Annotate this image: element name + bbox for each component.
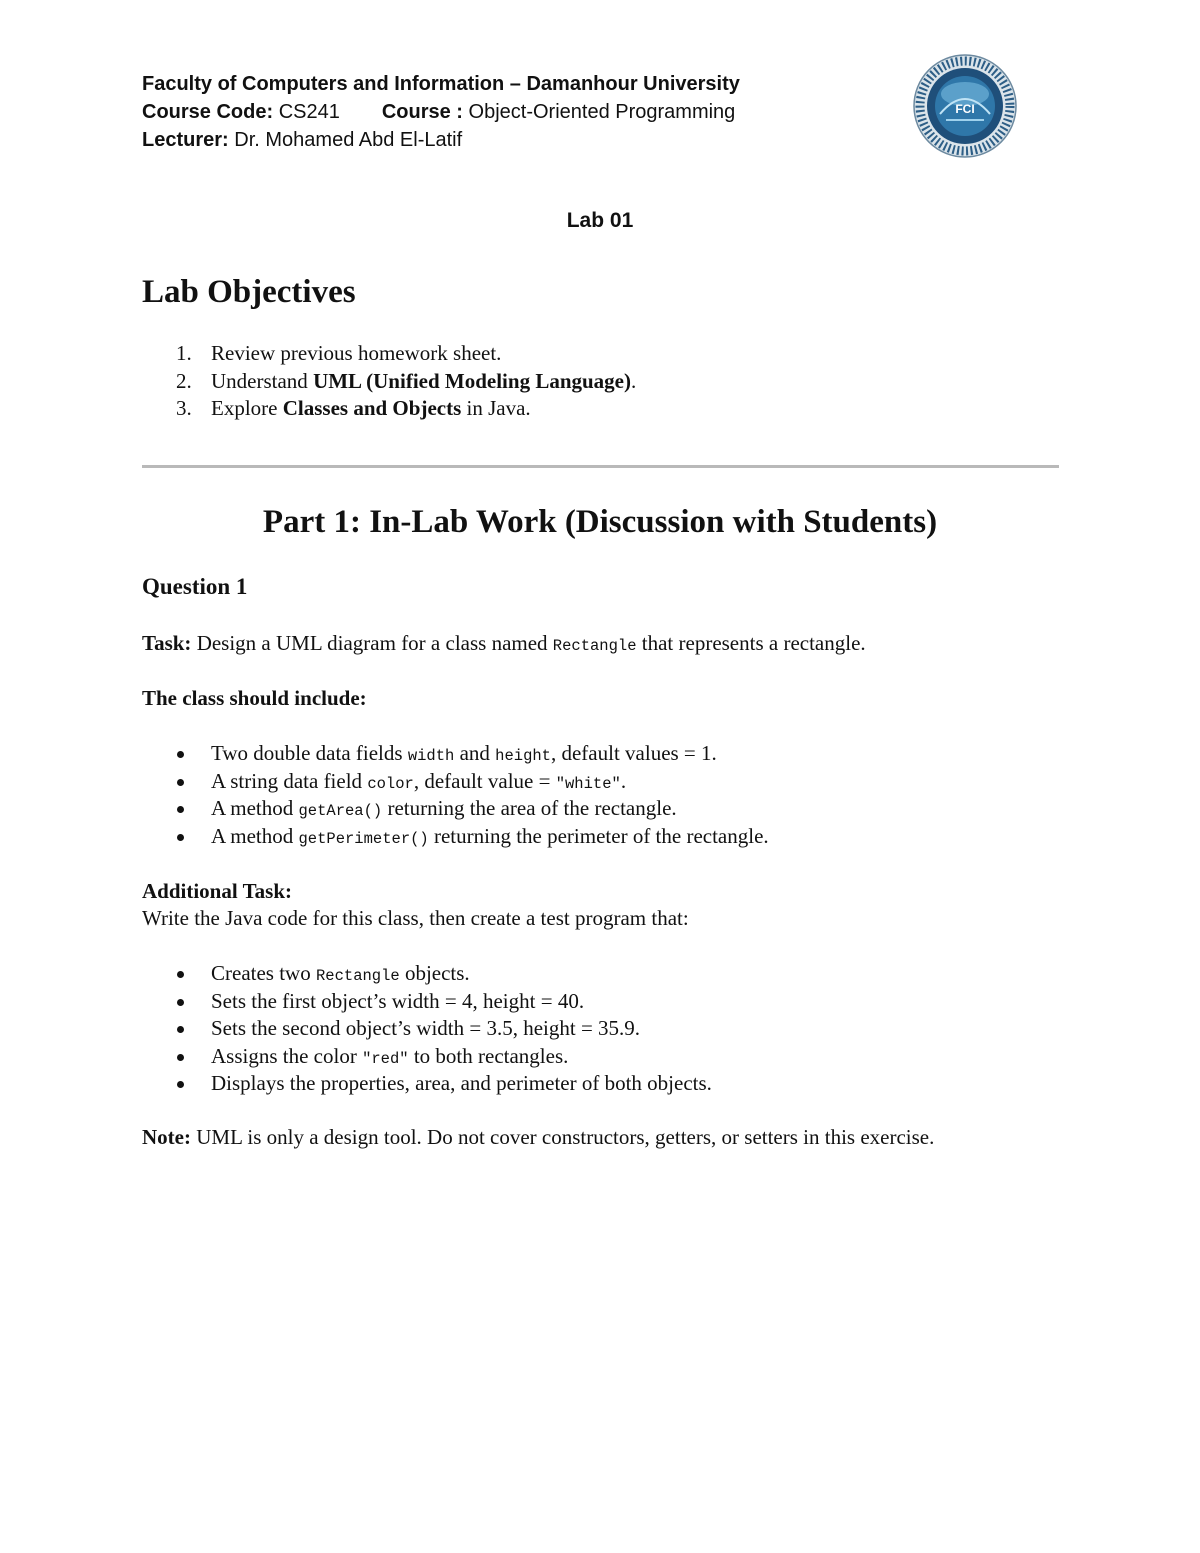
list-item: Assigns the color "red" to both rectangles. <box>142 1043 712 1071</box>
class-name-code: Rectangle <box>552 637 637 655</box>
course-name: Object-Oriented Programming <box>468 101 736 123</box>
objectives-title: Lab Objectives <box>142 274 356 310</box>
list-item: Two double data fields width and height, default values = 1. <box>142 740 769 768</box>
lecturer-label: Lecturer: <box>142 129 229 151</box>
course-line <box>142 98 882 126</box>
list-item: Displays the properties, area, and perimeter of both objects. <box>142 1070 712 1098</box>
faculty-name: Faculty of Computers and Information – Damanhour University <box>142 73 740 95</box>
part-title: Part 1: In-Lab Work (Discussion with Students) <box>262 504 938 540</box>
logo-text: FCI <box>955 102 975 116</box>
objective-item: 2. Understand UML (Unified Modeling Language). <box>176 368 637 393</box>
list-item: Creates two Rectangle objects. <box>142 960 712 988</box>
course-label: Course : <box>381 101 463 123</box>
task-label: Task: <box>142 631 192 655</box>
additional-task-text: Write the Java code for this class, then create a test program that: <box>142 906 689 930</box>
document-header <box>142 70 882 154</box>
objective-item: 3. Explore Classes and Objects in Java. <box>176 396 531 420</box>
note-paragraph: Note: UML is only a design tool. Do not cover constructors, getters, or setters in this exercise. <box>142 1125 935 1149</box>
faculty-logo <box>910 54 1020 158</box>
class-include-heading: The class should include: <box>142 686 367 710</box>
section-divider <box>142 465 1059 468</box>
lab-number: Lab 01 <box>566 209 634 232</box>
course-code-label: Course Code: <box>142 101 274 123</box>
additional-task-heading: Additional Task: <box>142 879 292 903</box>
class-requirements-list <box>142 740 769 850</box>
task-paragraph: Task: Design a UML diagram for a class named Rectangle that represents a rectangle. <box>142 631 866 655</box>
list-item: A method getPerimeter() returning the perimeter of the rectangle. <box>142 823 769 851</box>
list-item: A string data field color, default value = "white". <box>142 768 769 796</box>
objectives-list <box>142 340 636 423</box>
question-title: Question 1 <box>142 574 248 599</box>
objective-item: 1. Review previous homework sheet. <box>176 341 502 365</box>
faculty-line <box>142 70 882 98</box>
lecturer-line <box>142 126 882 154</box>
list-item: A method getArea() returning the area of the rectangle. <box>142 795 769 823</box>
course-code: CS241 <box>278 101 340 123</box>
test-program-list <box>142 960 712 1098</box>
list-item: Sets the second object’s width = 3.5, height = 35.9. <box>142 1015 712 1043</box>
lecturer-name: Dr. Mohamed Abd El-Latif <box>234 129 463 151</box>
list-item: Sets the first object’s width = 4, height = 40. <box>142 988 712 1016</box>
note-label: Note: <box>142 1125 191 1149</box>
